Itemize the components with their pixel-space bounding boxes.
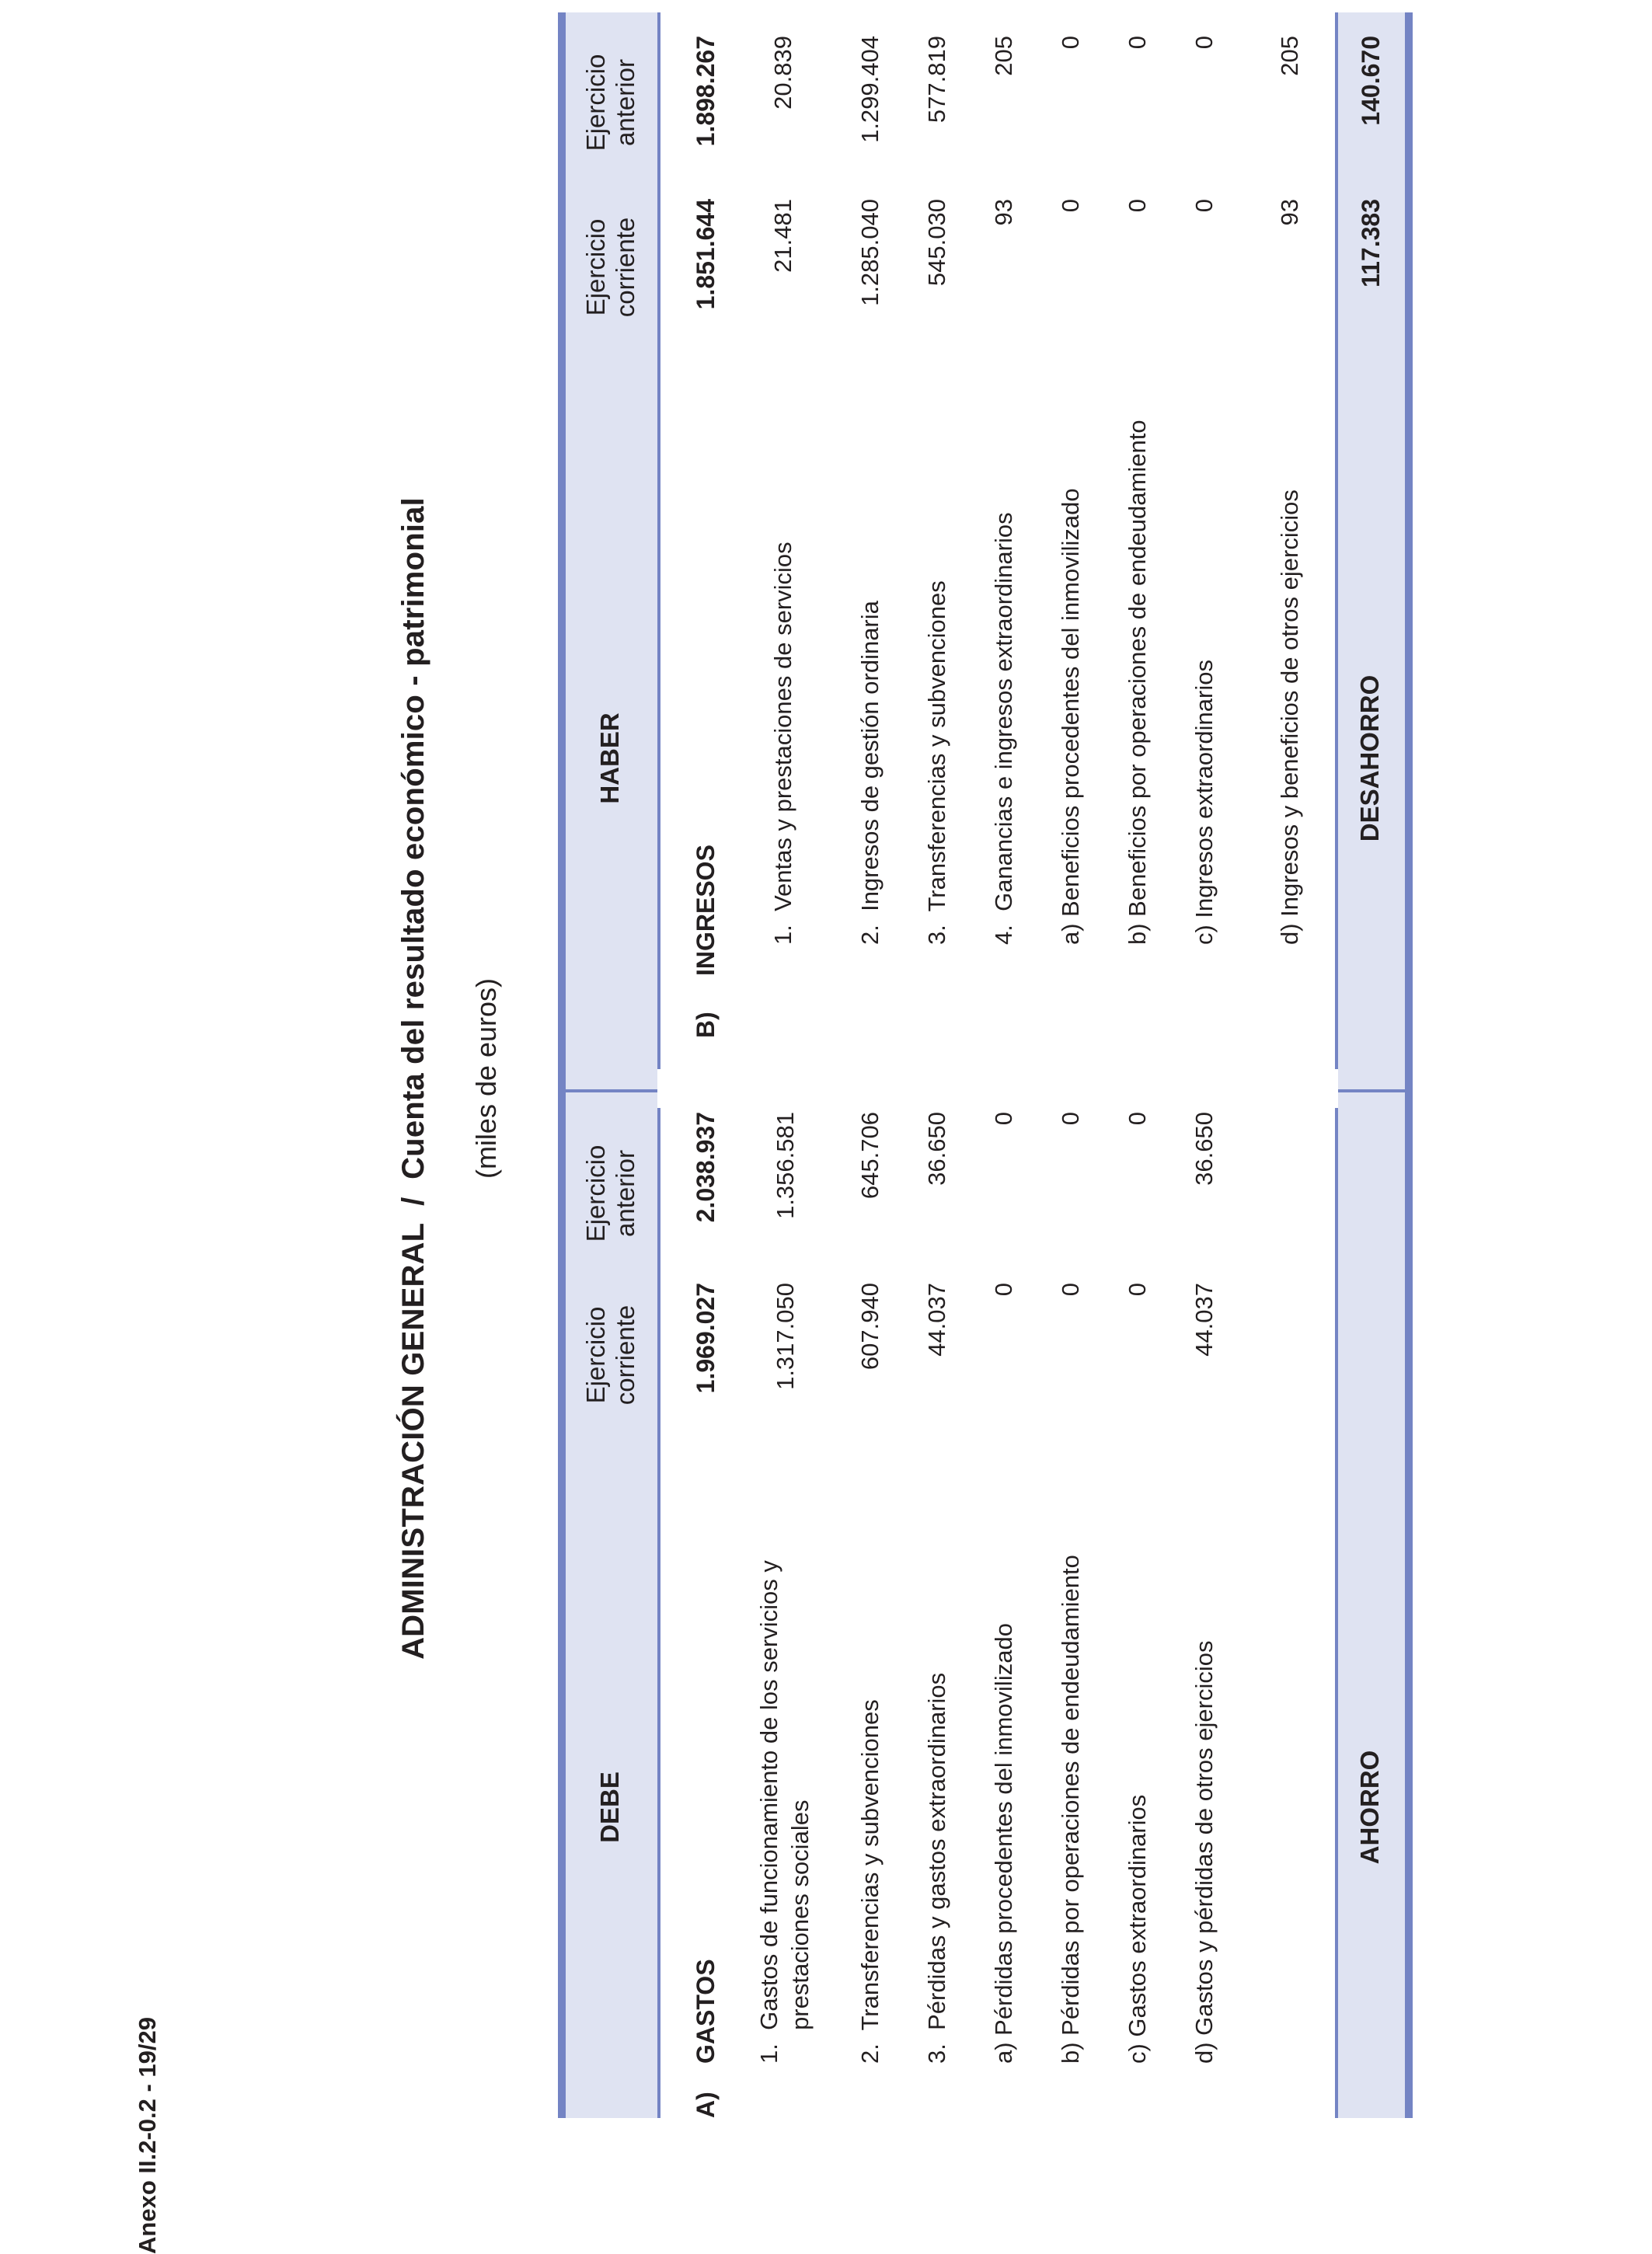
debe-row-3a-current: 0 xyxy=(990,1283,1017,1297)
debe-row-1-label: 1. Gastos de funcionamiento de los servicios y prestaciones sociales xyxy=(755,1560,814,2064)
haber-row-2-current: 1.285.040 xyxy=(856,199,884,306)
haber-row-4b-previous: 0 xyxy=(1124,36,1151,50)
haber-row-2-label: 2. Ingresos de gestión ordinaria xyxy=(856,601,884,945)
debe-row-3c-previous: 0 xyxy=(1124,1112,1151,1126)
haber-header-bottom-rule xyxy=(657,12,660,1069)
footer-desahorro-previous: 140.670 xyxy=(1357,36,1385,126)
debe-row-3-previous: 36.650 xyxy=(923,1112,950,1186)
haber-row-3-current: 545.030 xyxy=(923,199,950,287)
page-subtitle: (miles de euros) xyxy=(470,977,502,1179)
debe-row-2-current: 607.940 xyxy=(856,1283,884,1371)
debe-row-3c-label: c) Gastos extraordinarios xyxy=(1124,1794,1151,2064)
annex-reference: Anexo II.2-0.2 - 19/29 xyxy=(134,2017,161,2254)
haber-row-4-label: 4. Ganancias e ingresos extraordinarios xyxy=(990,512,1017,945)
footer-ahorro-label: AHORRO xyxy=(1355,1750,1384,1865)
debe-row-3a-label: a) Pérdidas procedentes del inmovilizado xyxy=(990,1623,1017,2064)
debe-section-label: GASTOS xyxy=(692,1959,720,2064)
haber-row-1-label: 1. Ventas y prestaciones de servicios xyxy=(769,542,796,945)
debe-row-1-current: 1.317.050 xyxy=(772,1283,799,1390)
debe-header-bottom-rule xyxy=(657,1108,660,2118)
haber-row-4b-label: b) Beneficios por operaciones de endeudamiento xyxy=(1124,420,1151,945)
footer-bottom-rule xyxy=(1405,12,1413,2118)
haber-row-3-label: 3. Transferencias y subvenciones xyxy=(923,580,950,945)
debe-section-current: 1.969.027 xyxy=(692,1283,720,1394)
haber-row-4c-current: 0 xyxy=(1190,199,1218,213)
haber-section-letter: B) xyxy=(692,1012,720,1038)
haber-row-3-previous: 577.819 xyxy=(923,36,950,124)
debe-row-3a-previous: 0 xyxy=(990,1112,1017,1126)
haber-row-4c-label: c) Ingresos extraordinarios xyxy=(1190,660,1218,945)
debe-footer-top-rule xyxy=(1335,1108,1338,2118)
haber-section-label: INGRESOS xyxy=(692,845,720,976)
header-divider xyxy=(566,1089,657,1092)
haber-row-4d-label: d) Ingresos y beneficios de otros ejercicios xyxy=(1276,489,1303,945)
footer-desahorro-current: 117.383 xyxy=(1357,199,1385,287)
haber-row-4a-previous: 0 xyxy=(1057,36,1084,50)
debe-row-1-previous: 1.356.581 xyxy=(772,1112,799,1219)
debe-row-3b-previous: 0 xyxy=(1057,1112,1084,1126)
haber-row-4c-previous: 0 xyxy=(1190,36,1218,50)
haber-row-4d-current: 93 xyxy=(1276,199,1303,226)
haber-row-4b-current: 0 xyxy=(1124,199,1151,213)
header-top-rule xyxy=(558,12,566,2118)
haber-header: HABER xyxy=(595,712,624,804)
debe-row-3-current: 44.037 xyxy=(923,1283,950,1357)
page-title: ADMINISTRACIÓN GENERAL / Cuenta del resultado económico - patrimonial xyxy=(396,497,430,1660)
debe-section-previous: 2.038.937 xyxy=(692,1112,720,1223)
debe-header: DEBE xyxy=(595,1771,624,1843)
haber-footer-top-rule xyxy=(1335,12,1338,1069)
footer-divider xyxy=(1338,1089,1405,1092)
haber-col-current-header: Ejercicio corriente xyxy=(581,217,640,318)
haber-row-2-previous: 1.299.404 xyxy=(856,36,884,143)
debe-row-3b-label: b) Pérdidas por operaciones de endeudamiento xyxy=(1057,1555,1084,2064)
debe-row-3d-label: d) Gastos y pérdidas de otros ejercicios xyxy=(1190,1640,1218,2064)
debe-row-3-label: 3. Pérdidas y gastos extraordinarios xyxy=(923,1672,950,2064)
haber-row-4d-previous: 205 xyxy=(1276,36,1303,76)
debe-col-current-header: Ejercicio corriente xyxy=(581,1305,640,1406)
haber-row-1-previous: 20.839 xyxy=(769,36,796,110)
haber-row-4a-label: a) Beneficios procedentes del inmovilizado xyxy=(1057,488,1084,945)
debe-section-letter: A) xyxy=(692,2092,720,2118)
debe-row-3b-current: 0 xyxy=(1057,1283,1084,1297)
haber-col-previous-header: Ejercicio anterior xyxy=(581,54,640,152)
debe-row-3c-current: 0 xyxy=(1124,1283,1151,1297)
debe-row-3d-current: 44.037 xyxy=(1190,1283,1218,1357)
haber-row-1-current: 21.481 xyxy=(769,199,796,273)
debe-row-2-label: 2. Transferencias y subvenciones xyxy=(856,1699,884,2064)
haber-section-current: 1.851.644 xyxy=(692,199,720,310)
haber-row-4a-current: 0 xyxy=(1057,199,1084,213)
haber-section-previous: 1.898.267 xyxy=(692,36,720,147)
debe-row-2-previous: 645.706 xyxy=(856,1112,884,1200)
debe-row-3d-previous: 36.650 xyxy=(1190,1112,1218,1186)
haber-row-4-previous: 205 xyxy=(990,36,1017,76)
haber-row-4-current: 93 xyxy=(990,199,1017,226)
footer-desahorro-label: DESAHORRO xyxy=(1355,674,1384,842)
debe-col-previous-header: Ejercicio anterior xyxy=(581,1144,640,1242)
